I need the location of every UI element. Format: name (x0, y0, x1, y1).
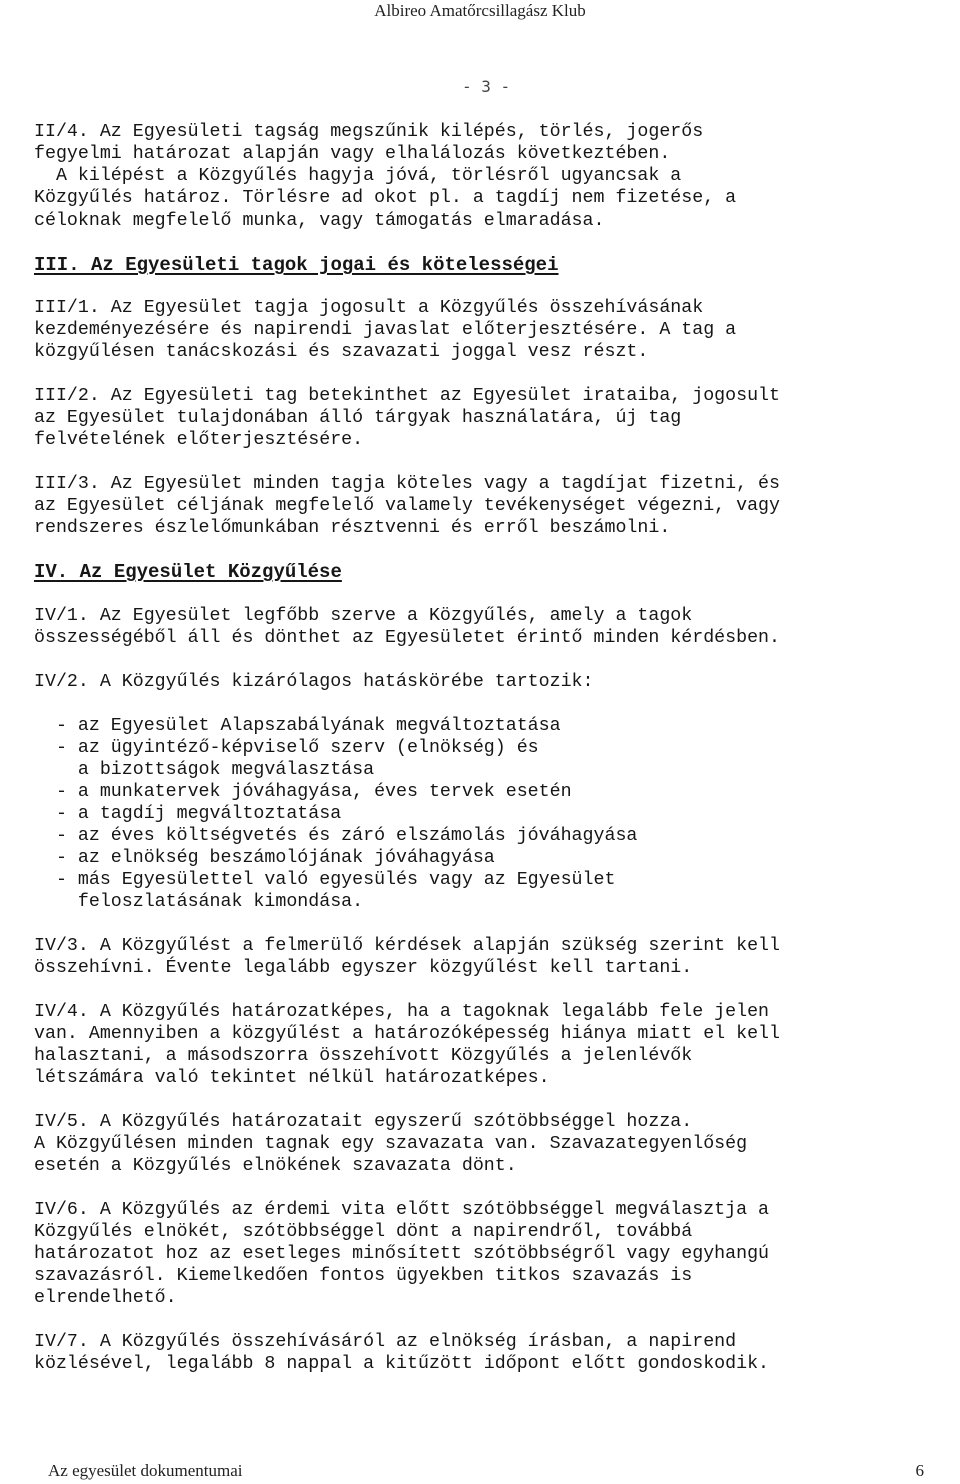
text-line: összességéből áll és dönthet az Egyesületet érintő minden kérdésben. (34, 628, 780, 648)
text-line: Közgyűlés határoz. Törlésre ad okot pl. a tagdíj nem fizetése, a (34, 188, 737, 208)
text-line: van. Amennyiben a közgyűlést a határozóképesség hiánya miatt el kell (34, 1024, 780, 1044)
text-line: összehívni. Évente legalább egyszer közgyűlést kell tartani. (34, 958, 693, 978)
text-line: IV/5. A Közgyűlés határozatait egyszerű szótöbbséggel hozza. (34, 1112, 693, 1132)
text-line: feloszlatásának kimondása. (34, 892, 364, 912)
text-line: felvételének előterjesztésére. (34, 430, 364, 450)
text-line: - az Egyesület Alapszabályának megváltoztatása (34, 716, 561, 736)
text-line: IV/6. A Közgyűlés az érdemi vita előtt szótöbbséggel megválasztja a (34, 1200, 770, 1220)
text-line: III/2. Az Egyesületi tag betekinthet az Egyesület irataiba, jogosult (34, 386, 780, 406)
text-line: Közgyűlés elnökét, szótöbbséggel dönt a napirendről, továbbá (34, 1222, 693, 1242)
text-line: A kilépést a Közgyűlés hagyja jóvá, törlésről ugyancsak a (34, 166, 682, 186)
text-line: szavazásról. Kiemelkedően fontos ügyekben titkos szavazás is (34, 1266, 693, 1286)
section-heading: III. Az Egyesületi tagok jogai és kötelességei (34, 254, 559, 276)
text-line: - a munkatervek jóváhagyása, éves tervek esetén (34, 782, 572, 802)
text-line: - az elnökség beszámolójának jóváhagyása (34, 848, 495, 868)
text-line: esetén a Közgyűlés elnökének szavazata dönt. (34, 1156, 517, 1176)
text-line: II/4. Az Egyesületi tagság megszűnik kilépés, törlés, jogerős (34, 122, 704, 142)
text-line: céloknak megfelelő munka, vagy támogatás elmaradása. (34, 211, 605, 231)
text-line: IV/1. Az Egyesület legfőbb szerve a Közgyűlés, amely a tagok (34, 606, 693, 626)
text-line: közlésével, legalább 8 nappal a kitűzött időpont előtt gondoskodik. (34, 1354, 770, 1374)
text-line: A Közgyűlésen minden tagnak egy szavazata van. Szavazategyenlőség (34, 1134, 748, 1154)
text-line: közgyűlésen tanácskozási és szavazati joggal vesz részt. (34, 342, 649, 362)
text-line: kezdeményezésére és napirendi javaslat előterjesztésére. A tag a (34, 320, 737, 340)
text-line: elrendelhető. (34, 1288, 177, 1308)
text-line: IV/2. A Közgyűlés kizárólagos hatáskörébe tartozik: (34, 672, 594, 692)
text-line: - más Egyesülettel való egyesülés vagy az Egyesület (34, 870, 616, 890)
footer-label: Az egyesület dokumentumai (48, 1461, 243, 1480)
text-line: IV/4. A Közgyűlés határozatképes, ha a tagoknak legalább fele jelen (34, 1002, 770, 1022)
text-line: a bizottságok megválasztása (34, 760, 375, 780)
text-line: határozatot hoz az esetleges minősített szótöbbségről vagy egyhangú (34, 1244, 770, 1264)
text-line: - a tagdíj megváltoztatása (34, 804, 342, 824)
text-line: IV/3. A Közgyűlést a felmerülő kérdések alapján szükség szerint kell (34, 936, 780, 956)
text-line: az Egyesület céljának megfelelő valamely tevékenységet végezni, vagy (34, 496, 780, 516)
text-line: - az ügyintéző-képviselő szerv (elnökség) és (34, 738, 539, 758)
text-line: fegyelmi határozat alapján vagy elhalálozás következtében. (34, 144, 671, 164)
header-title: Albireo Amatőrcsillagász Klub (374, 1, 586, 20)
section-heading: IV. Az Egyesület Közgyűlése (34, 561, 342, 583)
page-marker: - 3 - (462, 77, 511, 96)
text-line: rendszeres észlelőmunkában résztvenni és erről beszámolni. (34, 518, 671, 538)
text-line: III/1. Az Egyesület tagja jogosult a Közgyűlés összehívásának (34, 298, 704, 318)
text-line: létszámára való tekintet nélkül határozatképes. (34, 1068, 550, 1088)
text-line: az Egyesület tulajdonában álló tárgyak használatára, új tag (34, 408, 682, 428)
text-line: III/3. Az Egyesület minden tagja köteles vagy a tagdíjat fizetni, és (34, 474, 780, 494)
footer-page-number: 6 (915, 1461, 924, 1480)
text-line: - az éves költségvetés és záró elszámolás jóváhagyása (34, 826, 638, 846)
text-line: halasztani, a másodszorra összehívott Közgyűlés a jelenlévők (34, 1046, 693, 1066)
text-line: IV/7. A Közgyűlés összehívásáról az elnökség írásban, a napirend (34, 1332, 737, 1352)
